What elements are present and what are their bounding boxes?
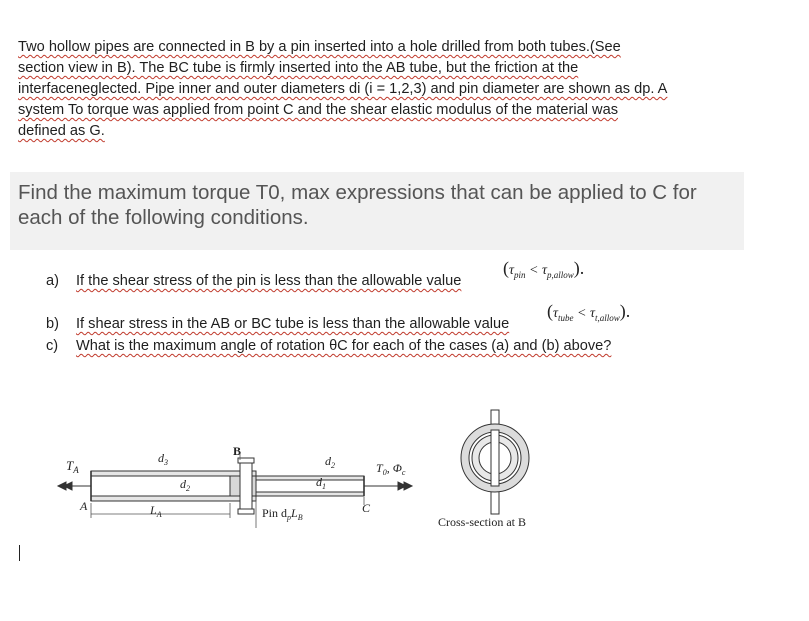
question-line-1: Find the maximum torque T0, max expressions that can be applied to C for — [18, 181, 697, 204]
label-d3: $d_3$ — [158, 451, 168, 467]
label-pin: Pin $d_pL_B$ — [262, 506, 303, 522]
label-d2-left: $d_2$ — [180, 477, 190, 493]
label-t0: $T_0$, $\Phi_c$ — [376, 461, 406, 477]
label-d1: $d_1$ — [316, 475, 326, 491]
cross-section-drawing — [461, 410, 529, 514]
item-b-text: If shear stress in the AB or BC tube is less than the allowable value — [76, 316, 510, 332]
item-a-text: If the shear stress of the pin is less than the allowable value — [76, 273, 462, 289]
text-cursor — [19, 545, 20, 561]
label-b: B — [233, 444, 242, 458]
problem-line-1: Two hollow pipes are connected in B by a pin inserted into a hole drilled from both tubes.(See — [18, 39, 621, 55]
question-line-2: each of the following conditions. — [18, 206, 309, 229]
problem-line-3: interfaceneglected. Pipe inner and outer diameters di (i = 1,2,3) and pin diameter are shown as dp. A — [18, 81, 668, 97]
label-c: C — [362, 501, 371, 515]
pin — [238, 458, 254, 514]
label-ta: $T_A$ — [66, 458, 79, 475]
label-d2-right: $d_2$ — [325, 454, 335, 470]
label-a: A — [80, 499, 88, 513]
pin-stress-condition: $(\tau_{pin} < \tau_{p,allow})$. — [503, 258, 585, 280]
item-b-label: b) — [46, 316, 59, 332]
tube-stress-condition: $(\tau_{tube} < \tau_{t,allow})$. — [547, 301, 631, 323]
item-a-label: a) — [46, 273, 59, 289]
item-c-label: c) — [46, 338, 59, 354]
problem-line-2: section view in B). The BC tube is firmly inserted into the AB tube, but the friction at the — [18, 60, 579, 76]
problem-line-5: defined as G. — [18, 123, 105, 139]
label-la: $L_A$ — [150, 503, 162, 519]
item-c-text: What is the maximum angle of rotation θC for each of the cases (a) and (b) above? — [76, 338, 612, 354]
cross-section-label: Cross-section at B — [438, 515, 526, 529]
problem-line-4: system To torque was applied from point C and the shear elastic modulus of the material was — [18, 102, 618, 118]
